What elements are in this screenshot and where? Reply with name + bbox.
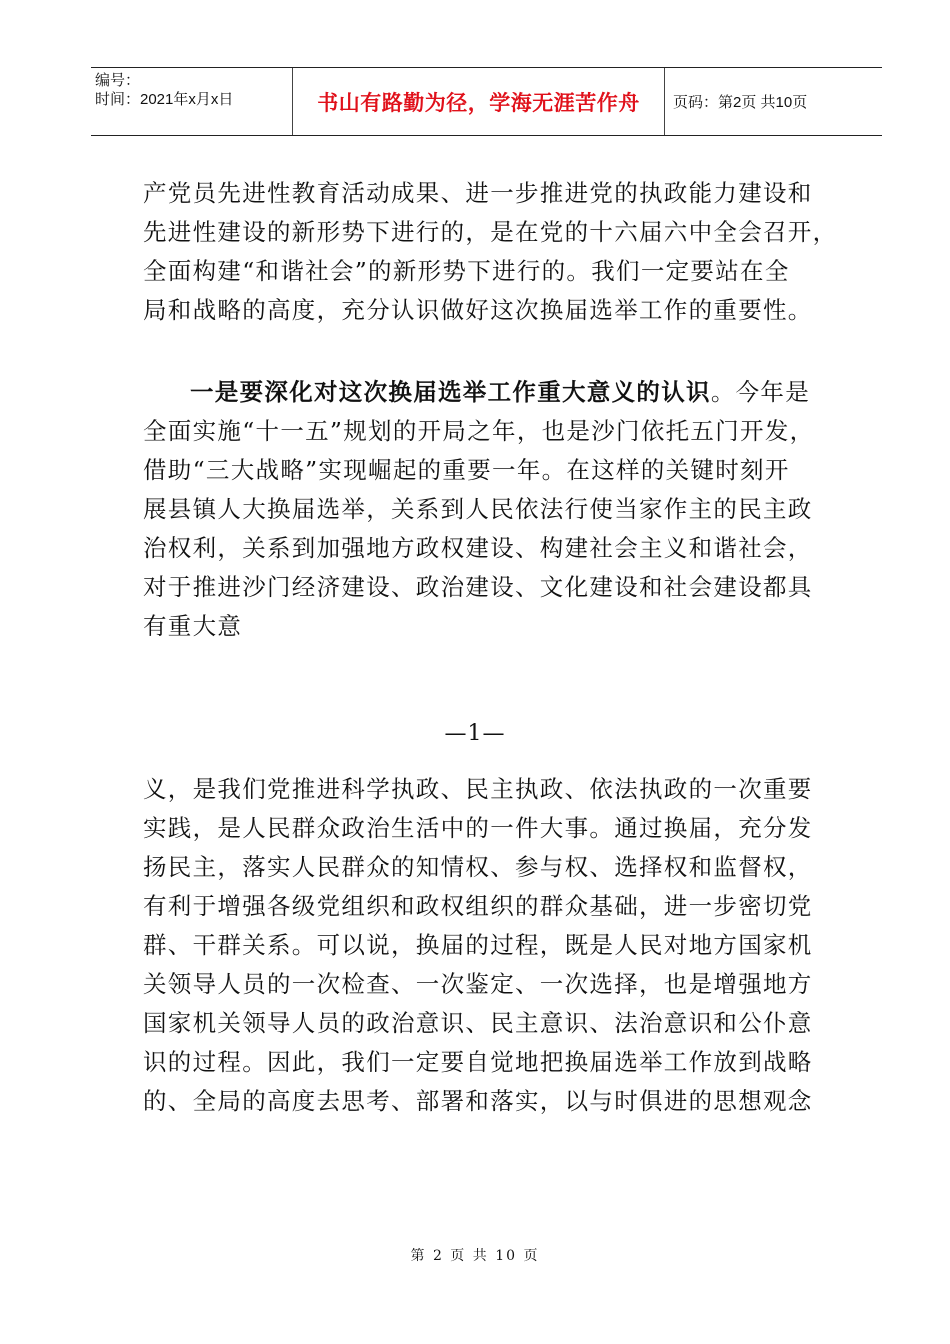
header-page-cell <box>665 68 882 135</box>
text-line: 全面实施“十一五”规划的开局之年，也是沙门依托五门开发， <box>143 417 815 445</box>
page-header <box>91 67 882 136</box>
text-line: 实践，是人民群众政治生活中的一件大事。通过换届，充分发 <box>143 814 813 842</box>
text-line: 有重大意 <box>143 612 243 640</box>
text-line: 展县镇人大换届选举，关系到人民依法行使当家作主的民主政 <box>143 495 813 523</box>
header-meta-cell <box>91 68 293 135</box>
text-line: 的、全局的高度去思考、部署和落实，以与时俱进的思想观念 <box>143 1087 813 1115</box>
header-motto: 书山有路勤为径，学海无涯苦作舟 <box>317 90 640 115</box>
text-line: 全面构建“和谐社会”的新形势下进行的。我们一定要站在全 <box>143 257 790 285</box>
text-line: 国家机关领导人员的政治意识、民主意识、法治意识和公仆意 <box>143 1009 813 1037</box>
header-page-info: 页码：第2页 共10页 <box>673 94 808 111</box>
paragraph-lead-line <box>143 373 843 412</box>
page-separator: —1— <box>444 721 506 746</box>
lead-rest-text: 。今年是 <box>710 378 811 406</box>
text-line: 扬民主，落实人民群众的知情权、参与权、选择权和监督权， <box>143 853 813 881</box>
text-block-3 <box>143 770 843 1121</box>
text-line: 治权利，关系到加强地方政权建设、构建社会主义和谐社会， <box>143 534 813 562</box>
text-line: 有利于增强各级党组织和政权组织的群众基础，进一步密切党 <box>143 892 813 920</box>
document-time-label: 时间：2021年x月x日 <box>95 91 234 108</box>
document-number-label: 编号： <box>95 72 141 89</box>
text-line: 先进性建设的新形势下进行的，是在党的十六届六中全会召开， <box>143 218 838 246</box>
header-motto-cell <box>293 68 665 135</box>
text-line: 局和战略的高度，充分认识做好这次换届选举工作的重要性。 <box>143 296 813 324</box>
text-block-1 <box>143 174 843 330</box>
text-line: 识的过程。因此，我们一定要自觉地把换届选举工作放到战略 <box>143 1048 813 1076</box>
page-footer: 第 2 页 共 10 页 <box>410 1248 540 1264</box>
text-line: 产党员先进性教育活动成果、进一步推进党的执政能力建设和 <box>143 179 813 207</box>
text-line: 借助“三大战略”实现崛起的重要一年。在这样的关键时刻开 <box>143 456 790 484</box>
text-line: 义，是我们党推进科学执政、民主执政、依法执政的一次重要 <box>143 775 813 803</box>
text-line: 关领导人员的一次检查、一次鉴定、一次选择，也是增强地方 <box>143 970 813 998</box>
text-line: 对于推进沙门经济建设、政治建设、文化建设和社会建设都具 <box>143 573 813 601</box>
text-block-2 <box>143 373 843 646</box>
bold-heading-text: 一是要深化对这次换届选举工作重大意义的认识 <box>190 378 711 406</box>
text-line: 群、干群关系。可以说，换届的过程，既是人民对地方国家机 <box>143 931 813 959</box>
